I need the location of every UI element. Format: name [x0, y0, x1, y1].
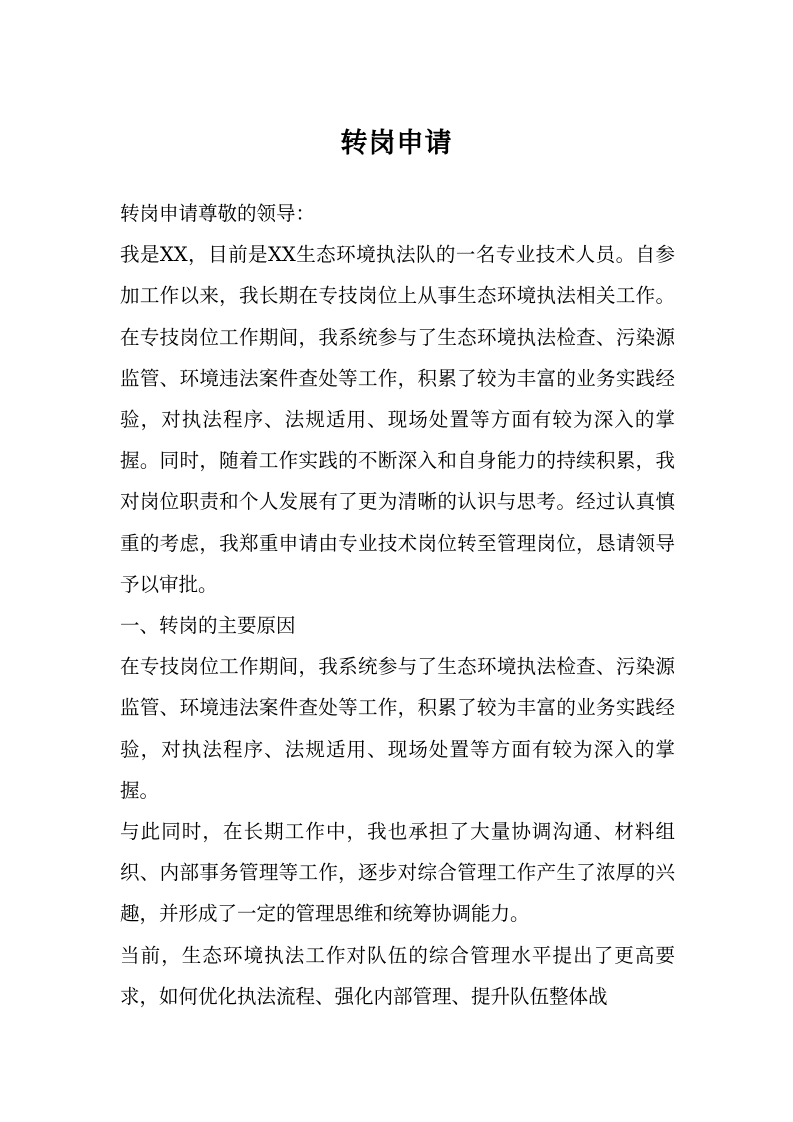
section-heading: 一、转岗的主要原因	[120, 614, 296, 638]
body-paragraph: 在专技岗位工作期间，我系统参与了生态环境执法检查、污染源监管、环境违法案件查处等工作，积累了较为丰富的业务实践经验，对执法程序、法规适用、现场处置等方面有较为深入的掌握。	[120, 655, 675, 802]
intro-paragraph: 我是XX，目前是XX生态环境执法队的一名专业技术人员。自参加工作以来，我长期在专技岗位上从事生态环境执法相关工作。在专技岗位工作期间，我系统参与了生态环境执法检查、污染源监管、环境违法案件查处等工作，积累了较为丰富的业务实践经验，对执法程序、法规适用、现场处置等方面有较为深入的掌握。同时，随着工作实践的不断深入和自身能力的持续积累，我对岗位职责和个人发展有了更为清晰的认识与思考。经过认真慎重的考虑，我郑重申请由专业技术岗位转至管理岗位，恳请领导予以审批。	[120, 243, 675, 596]
body-paragraph: 当前，生态环境执法工作对队伍的综合管理水平提出了更高要求，如何优化执法流程、强化内部管理、提升队伍整体战	[120, 943, 675, 1008]
document-title: 转岗申请	[340, 128, 453, 159]
document-body	[120, 193, 675, 1017]
salutation-paragraph: 转岗申请尊敬的领导：	[120, 202, 316, 225]
body-paragraph: 与此同时，在长期工作中，我也承担了大量协调沟通、材料组织、内部事务管理等工作，逐步对综合管理工作产生了浓厚的兴趣，并形成了一定的管理思维和统筹协调能力。	[120, 820, 675, 926]
